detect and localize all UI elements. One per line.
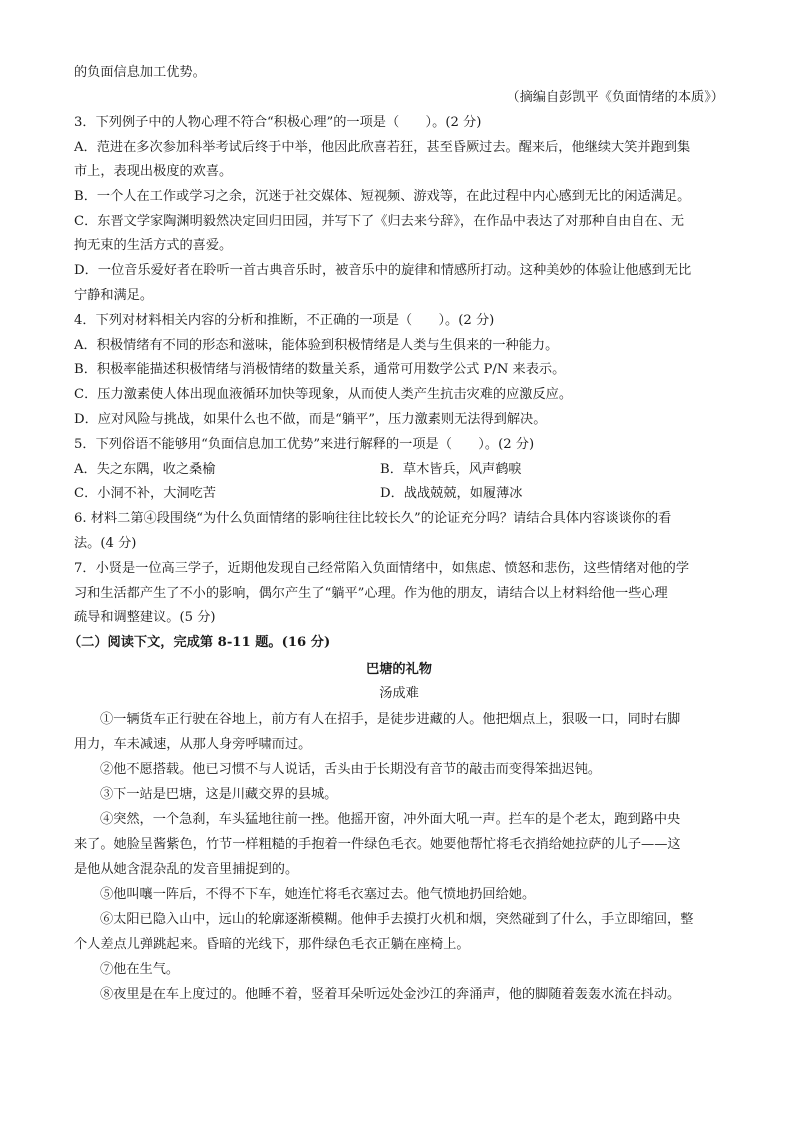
q5-row-2 — [74, 485, 724, 503]
q5-option-c: C．小洞不补，大洞吃苦 — [74, 486, 216, 501]
q3-option-c-cont: 拘无束的生活方式的喜爱。 — [74, 238, 233, 253]
story-para-8: ⑧夜里是在车上度过的。他睡不着，竖着耳朵听远处金沙江的奔涌声，他的脚随着轰轰水流在抖动。 — [100, 987, 681, 1002]
q4-stem: 4．下列对材料相关内容的分析和推断，不正确的一项是（ ）。(2 分) — [74, 313, 495, 328]
material-source: （摘编自彭凯平《负面情绪的本质》） — [506, 90, 724, 105]
story-para-6-cont: 个人差点儿弹跳起来。昏暗的光线下，那件绿色毛衣正躺在座椅上。 — [74, 937, 470, 952]
q3-option-d: D．一位音乐爱好者在聆听一首古典音乐时，被音乐中的旋律和情感所打动。这种美妙的体验让他感到无比 — [74, 263, 692, 278]
q4-option-a: A．积极情绪有不同的形态和滋味，能体验到积极情绪是人类与生俱来的一种能力。 — [74, 338, 559, 353]
q3-option-a: A．范进在多次参加科举考试后终于中举，他因此欣喜若狂，甚至昏厥过去。醒来后，他继续大笑并跑到集 — [74, 140, 691, 155]
story-para-1: ①一辆货车正行驶在谷地上，前方有人在招手，是徒步进藏的人。他把烟点上，狠吸一口，同时右脚 — [100, 712, 681, 727]
story-para-3: ③下一站是巴塘，这是川藏交界的县城。 — [100, 787, 338, 802]
q5-option-b: B．草木皆兵，风声鹤唳 — [380, 462, 522, 477]
section-heading: （二）阅读下文，完成第 8-11 题。(16 分) — [68, 635, 331, 650]
story-para-2: ②他不愿搭载。他已习惯不与人说话，舌头由于长期没有音节的敲击而变得笨拙迟钝。 — [100, 762, 602, 777]
q6-line-1: 6. 材料二第④段围绕“为什么负面情绪的影响往往比较长久”的论证充分吗？请结合具体内容谈谈你的看 — [74, 511, 672, 526]
story-para-4: ④突然，一个急刹，车头猛地往前一挫。他摇开窗，冲外面大吼一声。拦车的是个老太，跑到路中央 — [100, 812, 681, 827]
story-author: 汤成难 — [379, 686, 419, 701]
q4-option-d: D．应对风险与挑战，如果什么也不做，而是“躺平”，压力激素则无法得到解决。 — [74, 412, 547, 427]
q7-line-3: 疏导和调整建议。(5 分) — [74, 610, 216, 625]
q3-option-d-cont: 宁静和满足。 — [74, 288, 154, 303]
q3-stem: 3．下列例子中的人物心理不符合“积极心理”的一项是（ ）。(2 分) — [74, 115, 482, 130]
q7-line-1: 7．小贤是一位高三学子，近期他发现自己经常陷入负面情绪中，如焦虑、愤怒和悲伤，这些情绪对他的学 — [74, 561, 690, 576]
story-para-4-cont-1: 来了。她脸呈酱紫色，竹节一样粗糙的手抱着一件绿色毛衣。她要他帮忙将毛衣捎给她拉萨的儿子——这 — [74, 837, 681, 852]
q3-option-a-cont: 市上，表现出极度的欢喜。 — [74, 164, 233, 179]
q5-option-d: D．战战兢兢，如履薄冰 — [380, 486, 523, 501]
story-para-5: ⑤他叫嚷一阵后，不得不下车，她连忙将毛衣塞过去。他气愤地扔回给她。 — [100, 887, 536, 902]
material-end-line: 的负面信息加工优势。 — [74, 65, 206, 80]
q5-stem: 5．下列俗语不能够用“负面信息加工优势”来进行解释的一项是（ ）。(2 分) — [74, 437, 535, 452]
story-para-1-cont: 用力，车未减速，从那人身旁呼啸而过。 — [74, 737, 312, 752]
q5-option-a: A．失之东隅，收之桑榆 — [74, 462, 216, 477]
story-para-7: ⑦他在生气。 — [100, 962, 180, 977]
q5-row-1 — [74, 461, 724, 479]
q3-option-b: B．一个人在工作或学习之余，沉迷于社交媒体、短视频、游戏等，在此过程中内心感到无比的闲适满足。 — [74, 189, 691, 204]
q4-option-b: B．积极率能描述积极情绪与消极情绪的数量关系，通常可用数学公式 P/N 来表示。 — [74, 362, 566, 377]
story-title: 巴塘的礼物 — [366, 662, 432, 677]
q4-option-c: C．压力激素使人体出现血液循环加快等现象，从而使人类产生抗击灾难的应激反应。 — [74, 387, 573, 402]
q6-line-2: 法。(4 分) — [74, 536, 137, 551]
story-para-4-cont-2: 是他从她含混杂乱的发音里捕捉到的。 — [74, 862, 299, 877]
story-para-6: ⑥太阳已隐入山中，远山的轮廓逐渐模糊。他伸手去摸打火机和烟，突然碰到了什么，手立即缩回，整 — [100, 912, 694, 927]
q3-option-c: C．东晋文学家陶渊明毅然决定回归田园，并写下了《归去来兮辞》，在作品中表达了对那种自由自在、无 — [74, 214, 685, 229]
q7-line-2: 习和生活都产生了不小的影响，偶尔产生了“躺平”心理。作为他的朋友，请结合以上材料给他一些心理 — [74, 586, 668, 601]
